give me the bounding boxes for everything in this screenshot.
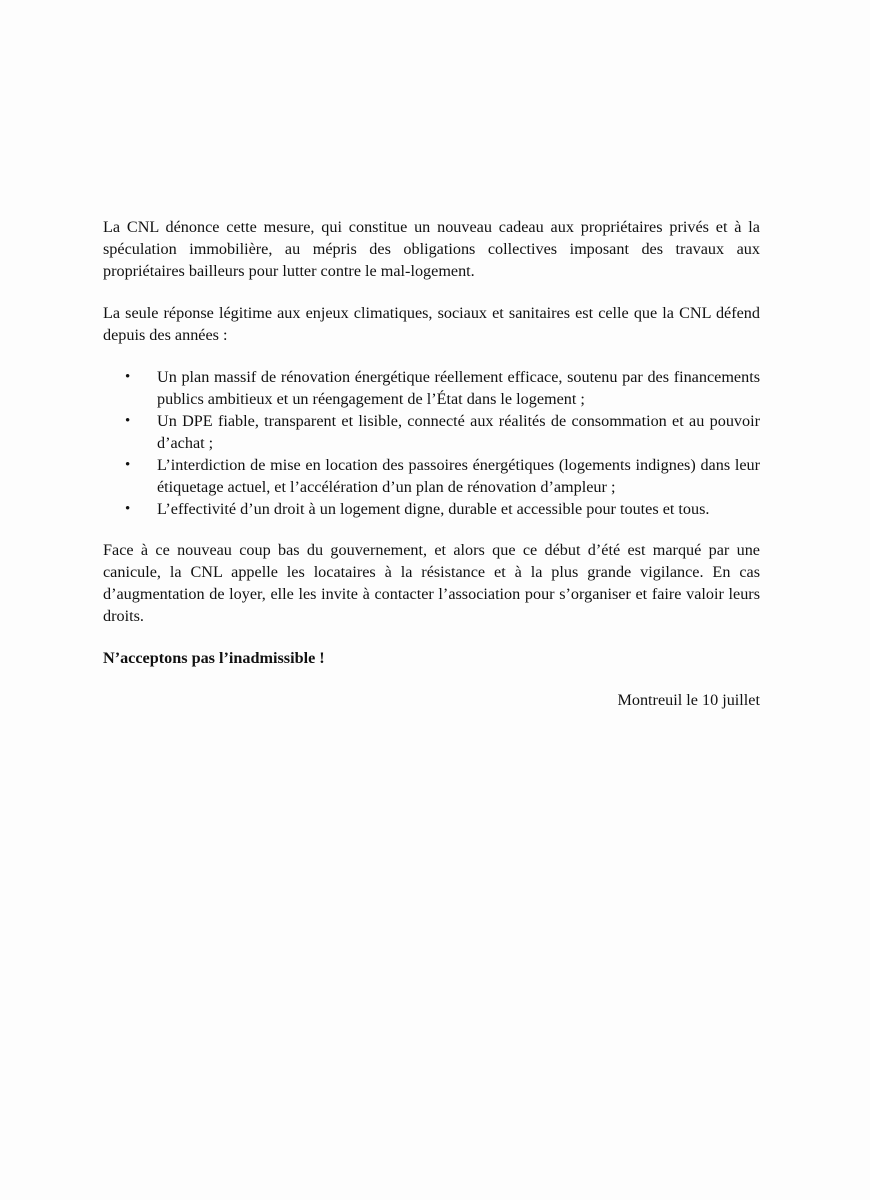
bullet-icon: • [125,413,131,429]
bullet-icon: • [125,457,131,473]
list-item [125,454,760,498]
list-item-text: Un plan massif de rénovation énergétique réellement efficace, soutenu par des financements publics ambitieux et un réengagement de l’État dans le logement ; [157,368,760,408]
paragraph-intro: La CNL dénonce cette mesure, qui constitue un nouveau cadeau aux propriétaires privés et à la spéculation immobilière, au mépris des obligations collectives imposant des travaux aux propriétaires bailleurs pour lutter contre le mal-logement. [103,218,760,280]
list-item-text: Un DPE fiable, transparent et lisible, connecté aux réalités de consommation et au pouvoir d’achat ; [157,412,760,452]
bullet-icon: • [125,501,131,517]
paragraph-response: La seule réponse légitime aux enjeux climatiques, sociaux et sanitaires est celle que la CNL défend depuis des années : [103,304,760,344]
demands-list [103,366,760,520]
bullet-icon: • [125,369,131,385]
list-item [125,410,760,454]
paragraph-closing: Face à ce nouveau coup bas du gouvernement, et alors que ce début d’été est marqué par une canicule, la CNL appelle les locataires à la résistance et à la plus grande vigilance. En cas d’augmentation de loyer, elle les invite à contacter l’association pour s’organiser et faire valoir leurs droits. [103,541,760,625]
list-item-text: L’effectivité d’un droit à un logement digne, durable et accessible pour toutes et tous. [157,500,710,518]
list-item [125,366,760,410]
list-item [125,498,760,520]
document-body [103,216,760,711]
list-item-text: L’interdiction de mise en location des passoires énergétiques (logements indignes) dans leur étiquetage actuel, et l’accélération d’un plan de rénovation d’ampleur ; [157,456,760,496]
slogan: N’acceptons pas l’inadmissible ! [103,649,325,667]
signature-line: Montreuil le 10 juillet [617,691,760,709]
